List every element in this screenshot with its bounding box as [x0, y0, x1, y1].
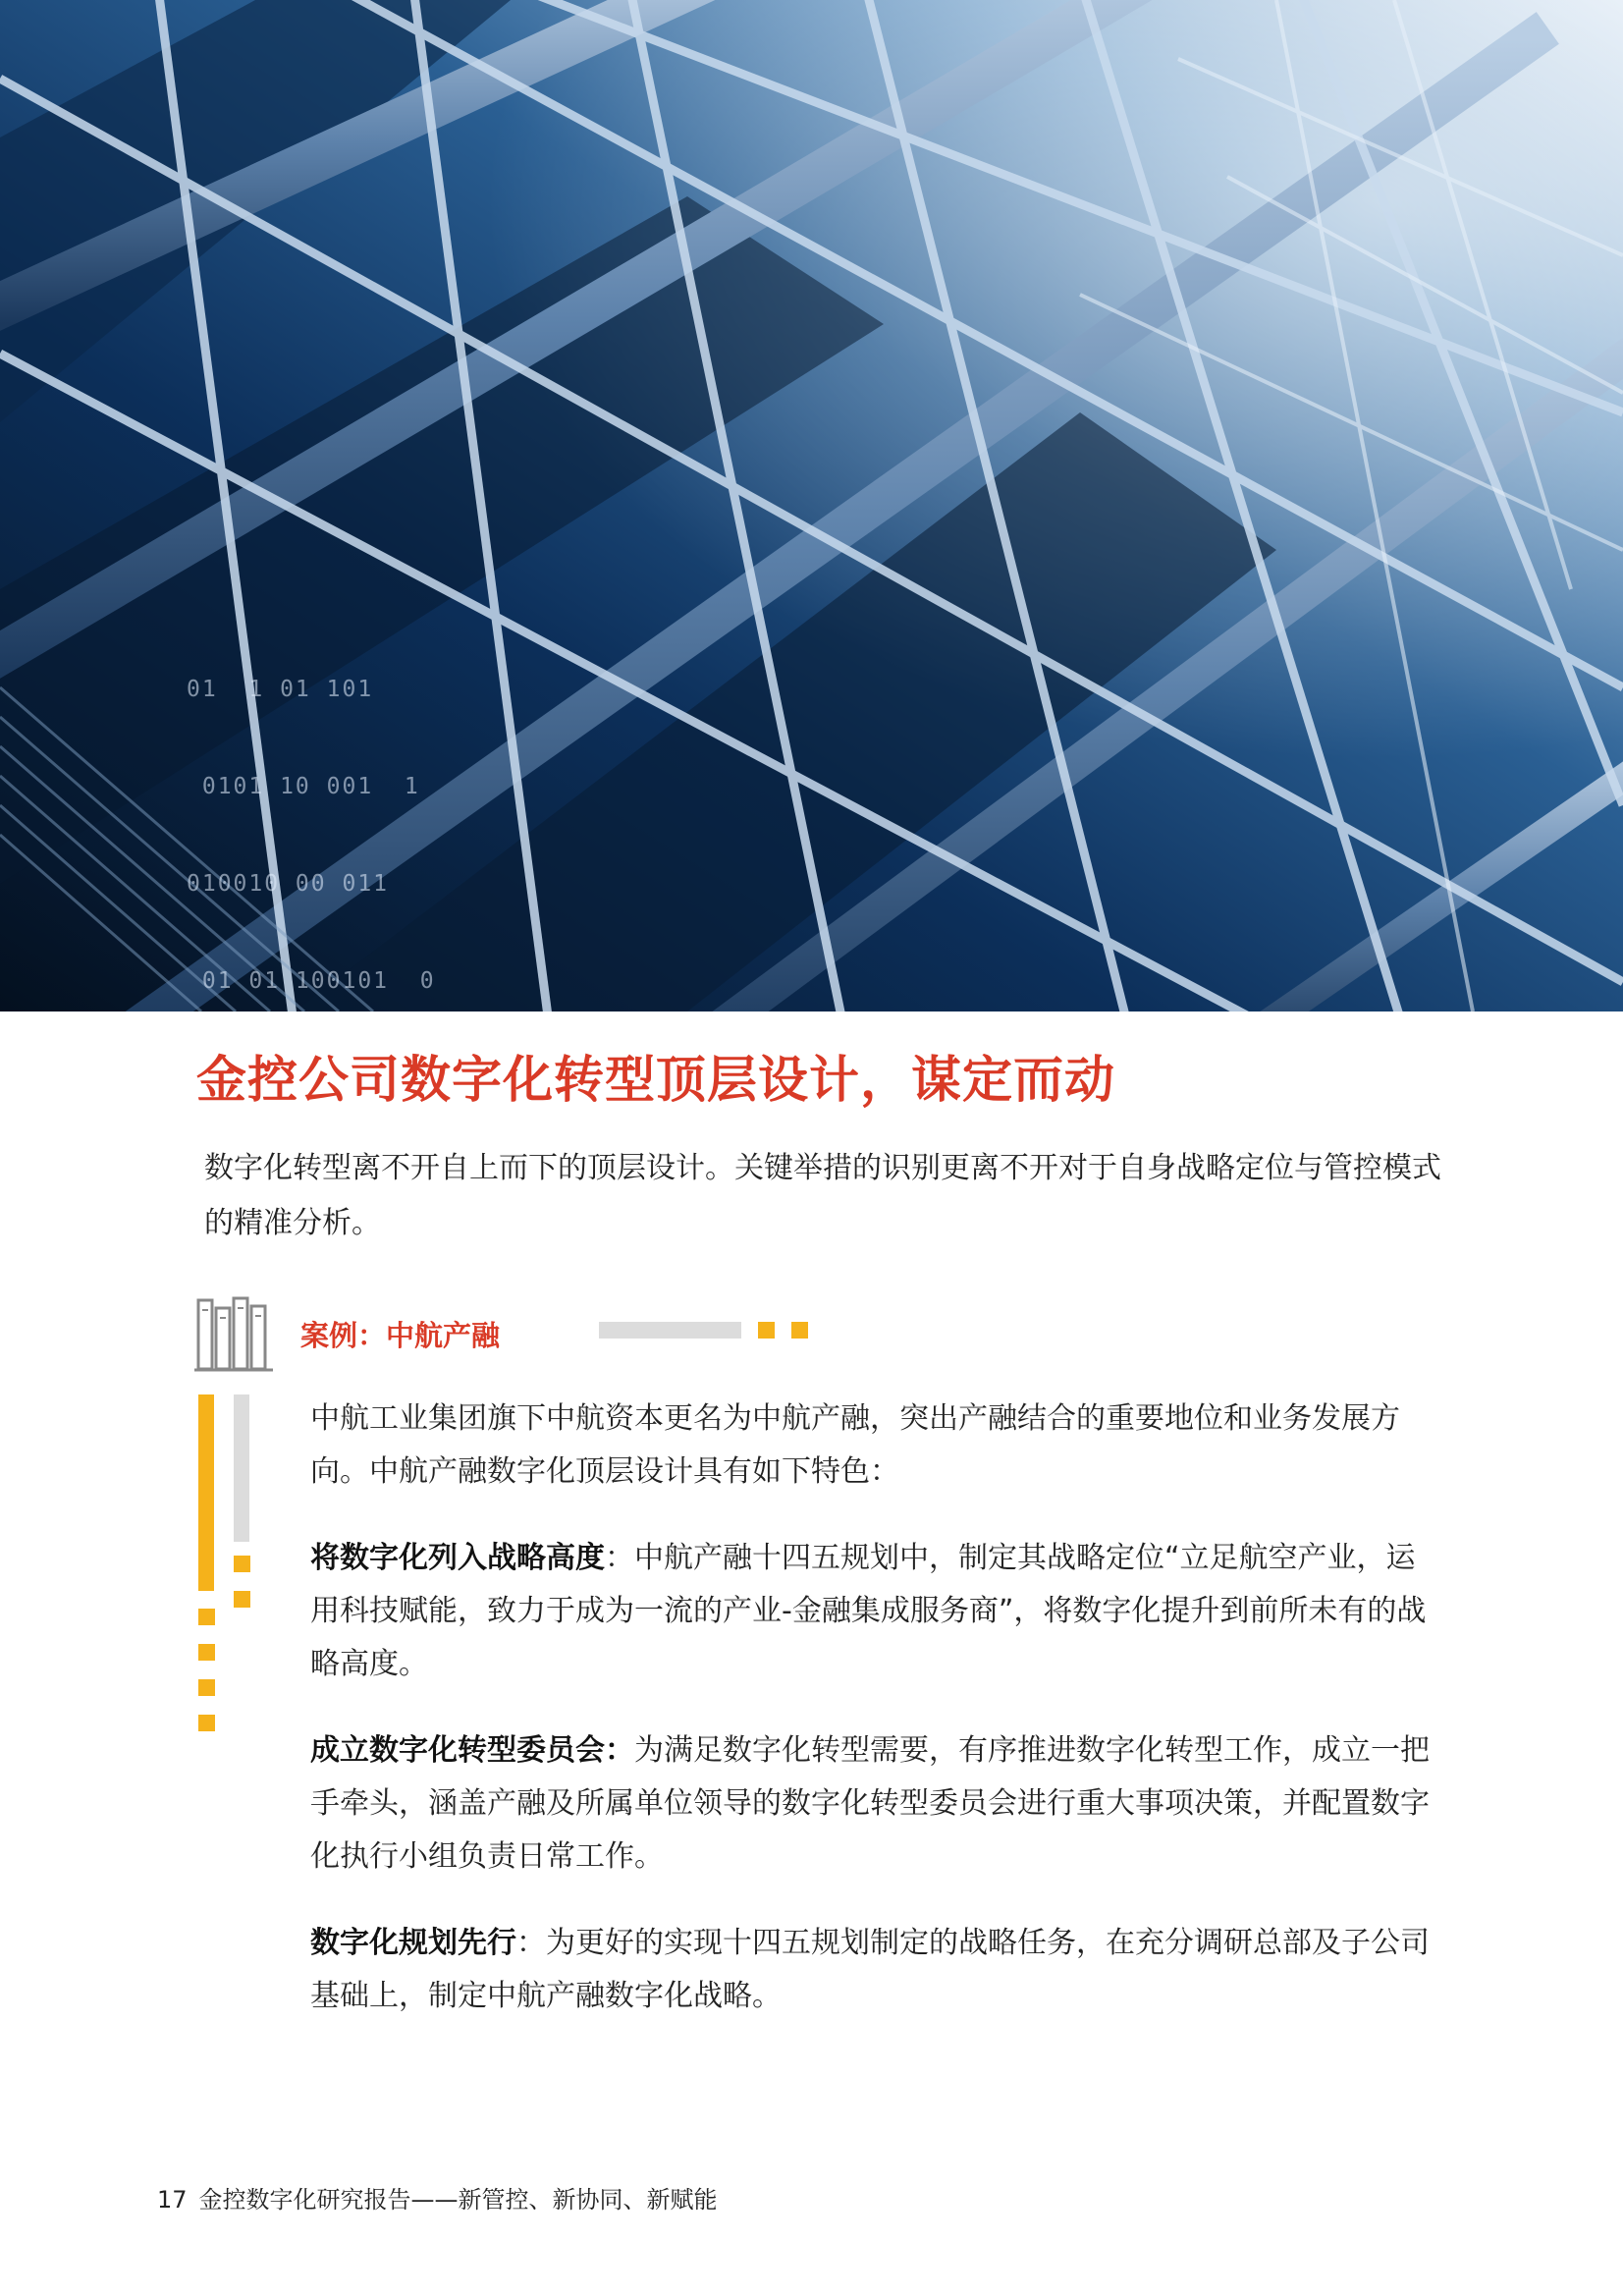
case-paragraph [310, 1917, 1439, 2023]
case-paragraph [310, 1393, 1439, 1499]
case-label: 案例：中航产融 [300, 1319, 501, 1352]
accent-vertical-bar [198, 1394, 214, 1591]
accent-square [198, 1715, 215, 1731]
case-body [310, 1393, 1439, 2056]
accent-square [758, 1322, 775, 1339]
accent-square [234, 1591, 250, 1608]
binary-code-overlay [187, 609, 442, 1011]
accent-square [198, 1679, 215, 1696]
paragraph-text: ：中航产融十四五规划中，制定其战略定位“立足航空产业，运用科技赋能，致力于成为一流的产业-金融集成服务商”，将数字化提升到前所未有的战略高度。 [310, 1541, 1427, 1681]
paragraph-text: ：为更好的实现十四五规划制定的战略任务，在充分调研总部及子公司基础上，制定中航产融数字化战略。 [310, 1926, 1430, 2013]
paragraph-heading: 数字化规划先行 [310, 1926, 516, 1960]
case-paragraph [310, 1532, 1439, 1691]
binary-line: 01 01 100101 0 [187, 968, 436, 994]
page-footer [157, 2180, 718, 2214]
section-title: 金控公司数字化转型顶层设计，谋定而动 [196, 1052, 1116, 1110]
accent-square [234, 1556, 250, 1572]
paragraph-heading: 将数字化列入战略高度 [310, 1541, 605, 1575]
accent-square [791, 1322, 808, 1339]
books-icon [194, 1294, 275, 1373]
paragraph-text: 中航工业集团旗下中航资本更名为中航产融，突出产融结合的重要地位和业务发展方向。中航产融数字化顶层设计具有如下特色： [310, 1401, 1400, 1489]
binary-line: 0101 10 001 1 [187, 774, 420, 799]
binary-line: 01 1 01 101 [187, 677, 374, 702]
accent-square [198, 1609, 215, 1625]
paragraph-text: 为满足数字化转型需要，有序推进数字化转型工作，成立一把手牵头，涵盖产融及所属单位领导的数字化转型委员会进行重大事项决策，并配置数字化执行小组负责日常工作。 [310, 1733, 1430, 1874]
case-paragraph [310, 1724, 1439, 1884]
page-number: 17 [157, 2186, 188, 2214]
binary-line: 010010 00 011 [187, 871, 390, 897]
intro-paragraph: 数字化转型离不开自上而下的顶层设计。关键举措的识别更离不开对于自身战略定位与管控模式的精准分析。 [204, 1151, 1441, 1240]
accent-square [198, 1644, 215, 1661]
hero-image [0, 0, 1623, 1011]
footer-title: 金控数字化研究报告——新管控、新协同、新赋能 [198, 2186, 718, 2214]
case-divider-bar [599, 1322, 741, 1339]
grey-vertical-bar [234, 1394, 249, 1542]
paragraph-heading: 成立数字化转型委员会： [310, 1733, 634, 1768]
